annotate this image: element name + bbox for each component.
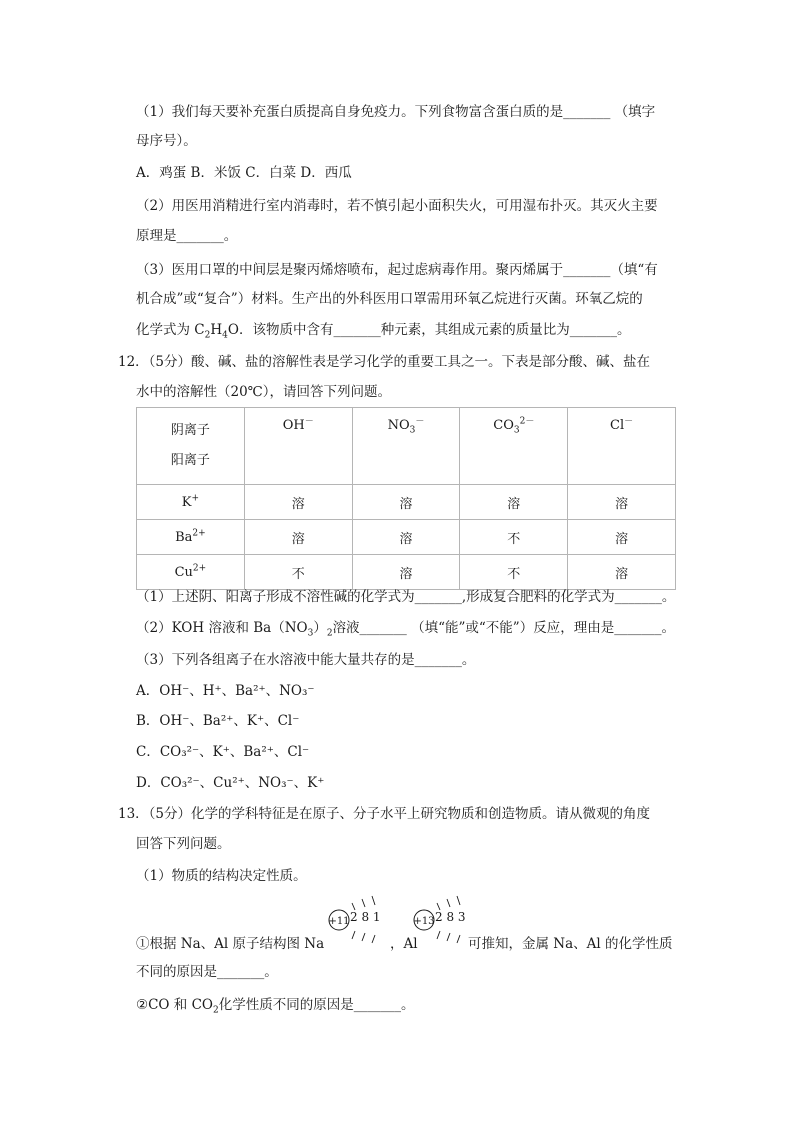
table-corner-header: 阴离子 阳离子 — [137, 408, 245, 485]
q12-sub3: （3）下列各组离子在水溶液中能大量共存的是_______。 — [136, 652, 476, 668]
table-cell: 溶 — [352, 555, 460, 590]
q13-question1-line1-start: ①根据 Na、Al 原子结构图 Na — [136, 936, 325, 952]
table-cell: 不 — [460, 520, 568, 555]
cation-cell-k: K+ — [137, 485, 245, 520]
q12-sub1: （1）上述阴、阳离子形成不溶性碱的化学式为_______,形成复合肥料的化学式为_______。 — [136, 589, 676, 605]
table-row — [137, 485, 676, 520]
q13-question1-line1-end: 可推知，金属 Na、Al 的化学性质 — [468, 936, 673, 952]
table-cell: 溶 — [244, 485, 352, 520]
q12-stem-line1: 12．（5分）酸、碱、盐的溶解性表是学习化学的重要工具之一。下表是部分酸、碱、盐在 — [118, 354, 651, 370]
q13-question1-line1-al: ，Al — [390, 936, 418, 952]
table-cell: 溶 — [568, 485, 676, 520]
table-cell: 溶 — [568, 555, 676, 590]
al-atom-structure-diagram — [413, 893, 473, 945]
cation-cell-cu: $Cu^{2+}$ — [137, 555, 245, 590]
na-atom-structure-diagram — [328, 893, 388, 945]
q13-question2: ②CO 和 $CO_2$化学性质不同的原因是_______。 — [136, 997, 415, 1016]
table-cell: 不 — [460, 555, 568, 590]
al-nucleus-label: +13 — [413, 916, 435, 927]
q11-part2-line2: 原理是_______。 — [136, 228, 238, 244]
q13-stem-line2: 回答下列问题。 — [136, 836, 231, 852]
q12-option-d: D．CO₃²⁻、Cu²⁺、NO₃⁻、K⁺ — [136, 775, 325, 791]
q11-part1-line1: （1）我们每天要补充蛋白质提高自身免疫力。下列食物富含蛋白质的是_______ （填字 — [136, 104, 656, 120]
table-cell: 溶 — [352, 520, 460, 555]
q11-part3-line3: 化学式为 $C_2H_4O$．该物质中含有_______种元素，其组成元素的质量比为_______。 — [136, 322, 631, 341]
table-row — [137, 555, 676, 590]
na-shell-numbers: 2 8 1 — [350, 910, 381, 924]
q13-stem-line1: 13．（5分）化学的学科特征是在原子、分子水平上研究物质和创造物质。请从微观的角度 — [118, 806, 651, 822]
anion-header-no3: $NO_3^-$ — [352, 408, 460, 485]
table-cell: 溶 — [352, 485, 460, 520]
table-cell: 溶 — [244, 520, 352, 555]
q11-part3-line2: 机合成”或“复合”）材料。生产出的外科医用口罩需用环氧乙烷进行灭菌。环氧乙烷的 — [136, 291, 643, 307]
q13-sub1: （1）物质的结构决定性质。 — [136, 868, 307, 884]
q11-part1-line2: 母序号）。 — [136, 133, 197, 149]
q11-part2-line1: （2）用医用消精进行室内消毒时，若不慎引起小面积失火，可用湿布扑灭。其灭火主要 — [136, 198, 658, 214]
q12-stem-line2: 水中的溶解性（20℃），请回答下列问题。 — [136, 384, 392, 400]
q12-sub2: （2）KOH 溶液和 $Ba(NO_3)_2$溶液_______ （填“能”或“不能”）反应，理由是_______。 — [136, 620, 675, 639]
table-cell: 溶 — [568, 520, 676, 555]
anion-header-cl: Cl－ — [568, 408, 676, 485]
table-cell: 溶 — [460, 485, 568, 520]
table-header-row — [137, 408, 676, 485]
q13-question1-line2: 不同的原因是_______。 — [136, 964, 278, 980]
na-nucleus-label: +11 — [328, 916, 350, 927]
cation-cell-ba: $Ba^{2+}$ — [137, 520, 245, 555]
q11-options: A．鸡蛋 B．米饭 C．白菜 D．西瓜 — [136, 165, 352, 181]
anion-header-co3: $CO_3^{2-}$ — [460, 408, 568, 485]
q11-part3-line1: （3）医用口罩的中间层是聚丙烯熔喷布，起过虑病毒作用。聚丙烯属于_______（填“有 — [136, 262, 658, 278]
table-row — [137, 520, 676, 555]
solubility-table — [136, 407, 676, 590]
anion-header-oh: OH－ — [244, 408, 352, 485]
q12-option-b: B．OH⁻、Ba²⁺、K⁺、Cl⁻ — [136, 713, 300, 729]
table-cell: 不 — [244, 555, 352, 590]
al-shell-numbers: 2 8 3 — [435, 910, 466, 924]
q12-option-a: A．OH⁻、H⁺、Ba²⁺、NO₃⁻ — [136, 683, 315, 699]
q12-option-c: C．CO₃²⁻、K⁺、Ba²⁺、Cl⁻ — [136, 744, 310, 760]
